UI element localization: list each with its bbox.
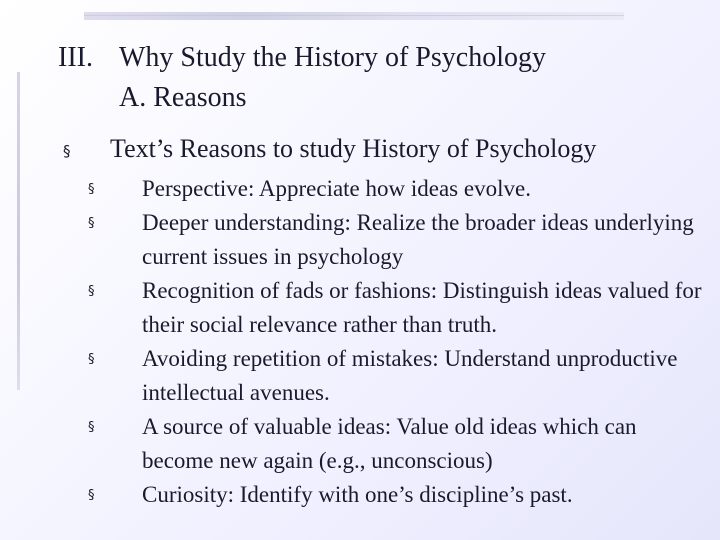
bullet-icon: § [63, 142, 71, 160]
bullet-icon: § [88, 216, 95, 231]
list-item-text: Deeper understanding: Realize the broader ideas underlying current issues in psychology [142, 210, 694, 269]
list-item [88, 410, 713, 478]
list-item [88, 274, 713, 342]
bullet-icon: § [88, 284, 95, 299]
list-item-text: Perspective: Appreciate how ideas evolve. [142, 176, 531, 201]
heading-number: III. [58, 42, 93, 73]
slide-title [58, 38, 546, 118]
slide-subheading: A. Reasons [119, 82, 247, 113]
list-item [88, 206, 713, 274]
bullet-icon: § [88, 488, 95, 503]
slide-heading [58, 38, 546, 78]
bullet-icon: § [88, 182, 95, 197]
list-item [88, 172, 713, 206]
list-item-text: Curiosity: Identify with one’s discipline’s past. [142, 482, 573, 507]
decorative-left-rule [17, 72, 20, 390]
bullet-icon: § [88, 420, 95, 435]
level1-bullet-text: Text’s Reasons to study History of Psychology [110, 134, 597, 163]
heading-title: Why Study the History of Psychology [119, 42, 546, 73]
list-item-text: Recognition of fads or fashions: Distinguish ideas valued for their social relevance rather than truth. [142, 278, 702, 337]
decorative-top-rule [84, 12, 624, 20]
list-item-text: A source of valuable ideas: Value old ideas which can become new again (e.g., unconscious) [142, 414, 637, 473]
list-item [88, 478, 713, 512]
reasons-list [88, 172, 713, 512]
list-item-text: Avoiding repetition of mistakes: Understand unproductive intellectual avenues. [142, 346, 678, 405]
list-item [88, 342, 713, 410]
bullet-icon: § [88, 352, 95, 367]
